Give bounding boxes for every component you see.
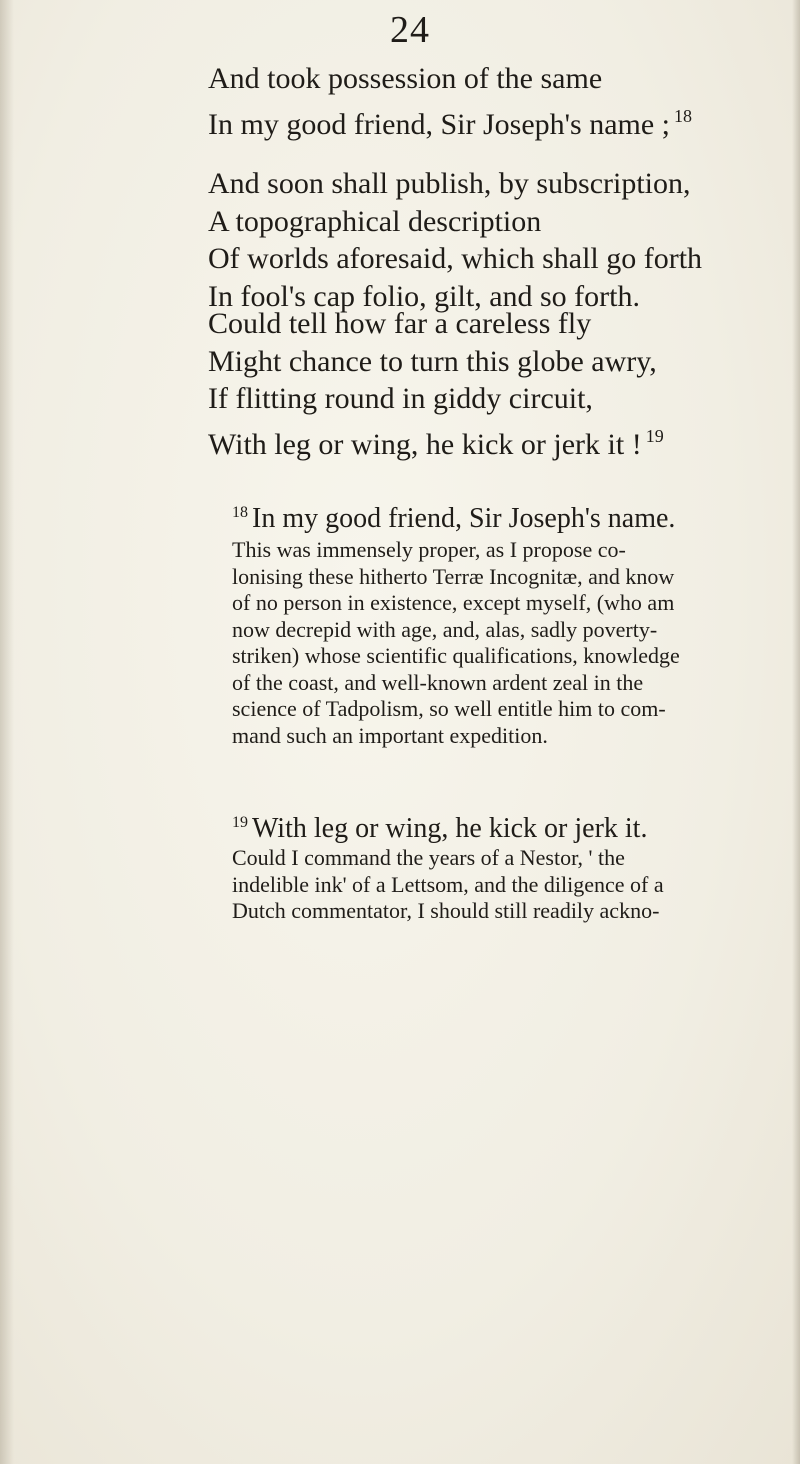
verse-line: A topographical description [208,204,542,238]
footnote-line: of no person in existence, except myself, (who am [232,590,675,615]
verse-line: If flitting round in giddy circuit, [208,382,593,415]
verse-line: In fool's cap folio, gilt, and so forth. [208,279,640,313]
verse-line: Could tell how far a careless fly [208,307,592,340]
stanza-3 [208,305,768,463]
verse-line: And soon shall publish, by subscription, [208,167,691,200]
page-edge [792,0,800,1464]
footnote-heading: $^{18}$ In my good friend, Sir Joseph's name. [232,503,676,534]
footnote-line: This was immensely proper, as I propose co- [232,537,626,562]
footnote-line: science of Tadpolism, so well entitle him to com- [232,696,666,721]
stanza-1 [208,60,768,143]
footnote-ref-19: 19 [645,425,664,446]
gutter-shadow [0,0,14,1464]
footnote-line: mand such an important expedition. [232,722,548,748]
verse-line: Of worlds aforesaid, which shall go forth [208,242,703,275]
footnote-number: 18 [232,504,248,521]
stanza-2 [208,165,768,315]
page-number: 24 [390,9,430,51]
footnote-body [232,845,792,925]
footnote-ref-18: 18 [674,105,693,126]
verse-line: And took possession of the same [208,62,603,95]
footnote-heading: $^{19}$ With leg or wing, he kick or jerk it. [232,813,648,844]
verse-line: With leg or wing, he kick or jerk it ! $^{19}$ [208,425,664,461]
verse-line: In my good friend, Sir Joseph's name ; $^{18}$ [208,105,693,141]
footnote-line: Could I command the years of a Nestor, ' the [232,845,625,870]
footnote-line: striken) whose scientific qualifications, knowledge [232,643,680,668]
footnote-body [232,537,792,749]
footnote-line: lonising these hitherto Terræ Incognitæ, and know [232,563,675,589]
footnote-line: now decrepid with age, and, alas, sadly poverty- [232,616,658,642]
footnote-19 [232,805,792,847]
verse-line: Might chance to turn this globe awry, [208,344,657,378]
footnote-line: Dutch commentator, I should still readily ackno- [232,898,660,923]
footnote-number: 19 [232,814,248,831]
footnote-line: of the coast, and well-known ardent zeal in the [232,669,644,695]
footnote-18 [232,495,792,749]
footnote-line: indelible ink' of a Lettsom, and the diligence of a [232,871,664,897]
